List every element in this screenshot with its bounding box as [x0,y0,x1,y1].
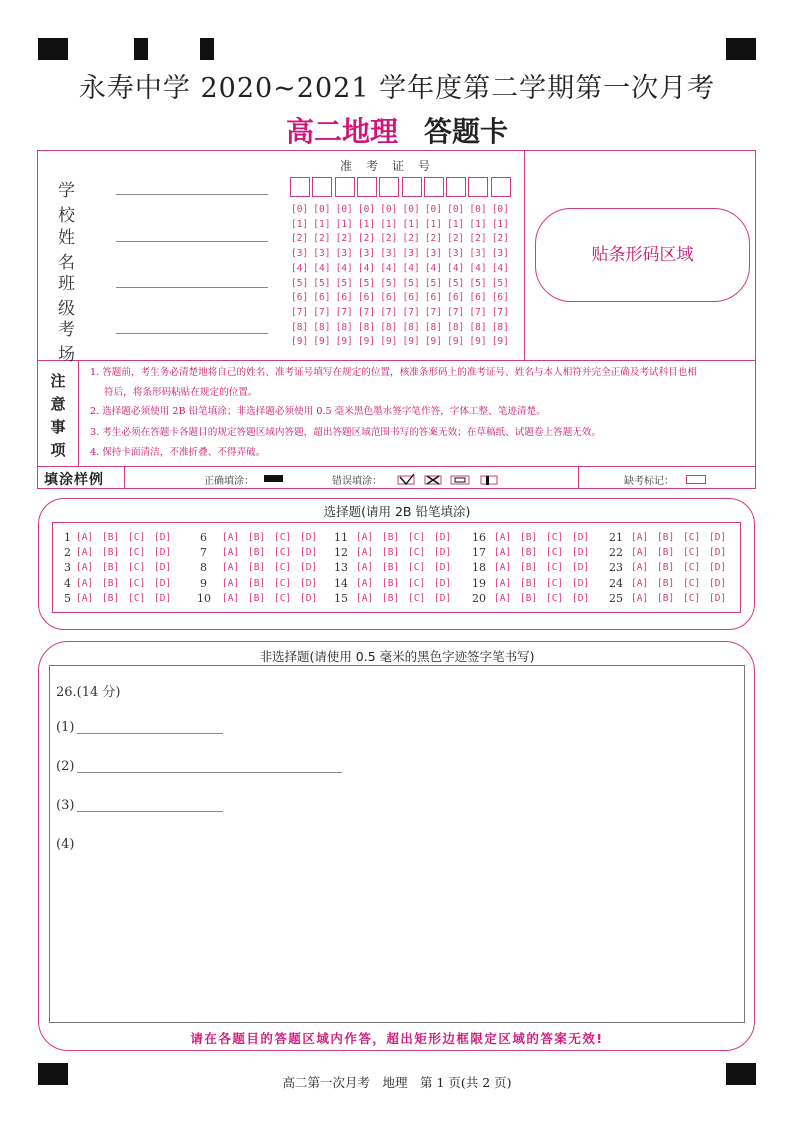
exam-id-bubble[interactable]: [6] [335,292,353,304]
choice-bubble[interactable]: [A] [494,577,512,589]
choice-bubble[interactable]: [D] [300,547,318,559]
exam-id-cell[interactable] [424,177,444,197]
exam-id-bubble[interactable]: [0] [402,204,420,215]
part-4-label: (4) [56,837,75,852]
barcode-area: 贴条形码区域 [535,208,750,302]
part-3-line[interactable] [77,811,223,812]
divider [37,360,756,361]
choice-bubble[interactable]: [A] [222,592,240,604]
exam-id-bubble[interactable]: [0] [424,204,442,215]
subject-title: 高二地理 [285,115,398,148]
exam-id-bubble[interactable]: [2] [469,233,487,245]
choice-bubble[interactable]: [B] [657,532,675,543]
exam-id-cell[interactable] [402,177,422,197]
exam-id-bubble[interactable]: [0] [491,204,509,215]
exam-id-bubble[interactable]: [0] [469,204,487,215]
choice-bubble[interactable]: [A] [494,592,512,604]
choice-bubble[interactable]: [C] [546,592,564,604]
registration-mark [134,38,148,60]
exam-id-bubble[interactable]: [1] [469,218,487,230]
card-title [0,110,794,150]
exam-id-bubble[interactable]: [8] [335,321,353,333]
field-room[interactable]: 考场 [58,315,114,365]
answer-card-label: 答题卡 [424,115,509,148]
choice-bubble[interactable]: [B] [382,592,400,604]
choice-bubble[interactable]: [B] [102,547,120,559]
choice-bubble[interactable]: [A] [356,547,374,559]
choice-bubble[interactable]: [A] [631,532,649,543]
choice-bubble[interactable]: [C] [128,532,146,543]
exam-id-bubble[interactable]: [7] [491,306,509,318]
exam-id-bubble[interactable]: [8] [380,321,398,333]
choice-bubble[interactable]: [A] [631,592,649,604]
exam-id-bubble[interactable]: [9] [335,336,353,348]
exam-id-bubble[interactable]: [5] [424,277,442,289]
choice-bubble[interactable]: [D] [154,592,172,604]
exam-id-bubble[interactable]: [7] [335,306,353,318]
field-name[interactable]: 姓名 [58,223,114,273]
exam-id-bubble[interactable]: [0] [357,204,376,215]
exam-id-bubble[interactable]: [8] [447,321,465,333]
choice-title: 选择题(请用 2B 铅笔填涂) [323,504,471,519]
exam-id-bubble[interactable]: [3] [357,248,376,260]
exam-id-bubble[interactable]: [2] [380,233,398,245]
choice-number: 19 [472,576,486,590]
notes-label: 注 [50,372,66,390]
exam-id-bubble[interactable]: [0] [313,204,331,215]
choice-bubble[interactable]: [D] [709,562,727,574]
choice-number: 3 [64,561,71,575]
choice-bubble[interactable]: [A] [222,547,240,559]
exam-id-bubble[interactable]: [3] [469,248,487,260]
exam-id-bubble[interactable]: [5] [402,277,420,289]
note-item: 符后，将条形码粘贴在规定的位置。 [104,387,258,398]
choice-bubble[interactable]: [D] [300,532,318,543]
exam-title: 永寿中学 2020~2021 学年度第二学期第一次月考 [78,73,716,104]
choice-bubble[interactable]: [C] [683,592,701,604]
choice-bubble[interactable]: [D] [154,547,172,559]
exam-id-bubble[interactable]: [8] [469,321,487,333]
choice-number: 8 [200,561,207,575]
note-item: 1. 答题前，考生务必清楚地将自己的姓名、准考证号填写在规定的位置，核准条形码上的准考证号、姓名与本人相符并完全正确及考试科目也相 [90,367,698,378]
exam-id-bubble[interactable]: [3] [380,248,398,260]
choice-number: 23 [609,561,623,575]
choice-bubble[interactable]: [A] [76,532,94,543]
choice-bubble[interactable]: [C] [408,547,426,559]
choice-bubble[interactable]: [D] [434,592,452,604]
exam-id-bubble[interactable]: [2] [357,233,376,245]
choice-bubble[interactable]: [D] [154,532,172,543]
choice-bubble[interactable]: [B] [248,547,266,559]
exam-id-bubble[interactable]: [3] [447,248,465,260]
choice-bubble[interactable]: [B] [657,577,675,589]
choice-bubble[interactable]: [D] [434,532,452,543]
exam-id-cell[interactable] [312,177,332,197]
choice-bubble[interactable]: [D] [709,577,727,589]
exam-id-bubble[interactable]: [5] [491,277,509,289]
choice-bubble[interactable]: [C] [546,532,564,543]
choice-bubble[interactable]: [D] [709,547,727,559]
exam-id-bubble[interactable]: [5] [380,277,398,289]
exam-id-bubble[interactable]: [1] [380,218,398,230]
exam-id-bubble[interactable]: [2] [291,233,309,245]
choice-bubble[interactable]: [C] [546,547,564,559]
choice-bubble[interactable]: [C] [683,547,701,559]
exam-id-bubble[interactable]: [1] [357,218,376,230]
exam-id-bubble[interactable]: [9] [291,336,309,348]
exam-id-cell[interactable] [335,177,355,197]
choice-bubble[interactable]: [B] [248,577,266,589]
exam-id-bubble[interactable]: [0] [380,204,398,215]
exam-id-bubble[interactable]: [1] [313,218,331,230]
exam-id-bubble[interactable]: [7] [380,306,398,318]
exam-id-bubble[interactable]: [7] [402,306,420,318]
divider [578,466,579,489]
exam-id-bubble[interactable]: [5] [335,277,353,289]
correct-fill-label: 正确填涂： [204,476,254,487]
exam-id-cell[interactable] [290,177,310,197]
choice-bubble[interactable]: [A] [222,532,240,543]
choice-bubble[interactable]: [C] [408,562,426,574]
exam-id-bubble[interactable]: [7] [424,306,442,318]
choice-bubble[interactable]: [B] [382,577,400,589]
exam-id-bubble[interactable]: [1] [491,218,509,230]
exam-id-bubble[interactable]: [4] [402,262,420,274]
choice-bubble[interactable]: [A] [76,577,94,589]
choice-bubble[interactable]: [C] [683,562,701,574]
choice-number: 12 [334,546,348,560]
boundary-warning: 请在各题目的答题区域内作答，超出矩形边框限定区域的答案无效! [190,1031,604,1046]
choice-bubble[interactable]: [D] [154,562,172,574]
choice-bubble[interactable]: [D] [709,592,727,604]
choice-bubble[interactable]: [B] [382,532,400,543]
wrong-fill-samples [397,472,507,491]
exam-id-bubble[interactable]: [4] [469,262,487,274]
notes-label: 意 [50,395,66,413]
choice-number: 11 [334,531,348,544]
choice-number: 6 [200,531,207,544]
choice-bubble[interactable]: [D] [709,532,727,543]
exam-id-bubble[interactable]: [9] [380,336,398,348]
choice-bubble[interactable]: [A] [356,562,374,574]
exam-id-bubble[interactable]: [4] [491,262,509,274]
choice-bubble[interactable]: [B] [657,547,675,559]
choice-bubble[interactable]: [D] [300,562,318,574]
choice-bubble[interactable]: [A] [631,547,649,559]
field-class[interactable]: 班级 [58,269,114,319]
choice-bubble[interactable]: [C] [128,562,146,574]
exam-id-bubble[interactable]: [4] [313,262,331,274]
exam-id-bubble[interactable]: [3] [424,248,442,260]
note-item: 4. 保持卡面清洁，不准折叠、不得弄破。 [90,447,266,458]
exam-id-bubble[interactable]: [7] [313,306,331,318]
exam-id-bubble[interactable]: [8] [402,321,420,333]
exam-id-bubble[interactable]: [3] [402,248,420,260]
exam-id-bubble[interactable]: [0] [291,204,309,215]
choice-bubble[interactable]: [B] [248,532,266,543]
exam-id-bubble[interactable]: [4] [357,262,376,274]
exam-id-bubble[interactable]: [9] [447,336,465,348]
choice-number: 17 [472,546,486,560]
exam-id-bubble[interactable]: [5] [291,277,309,289]
choice-bubble[interactable]: [D] [154,577,172,589]
choice-bubble[interactable]: [B] [248,592,266,604]
choice-bubble[interactable]: [B] [520,532,538,543]
fill-example-label: 填涂样例 [44,472,104,488]
notes-label: 事 [50,418,66,436]
choice-bubble[interactable]: [B] [657,562,675,574]
exam-id-bubble[interactable]: [2] [335,233,353,245]
choice-bubble[interactable]: [C] [274,577,292,589]
choice-bubble[interactable]: [A] [76,592,94,604]
notes-label: 项 [50,441,66,459]
correct-fill-sample [264,475,283,482]
exam-id-bubble[interactable]: [6] [402,292,420,304]
exam-id-bubble[interactable]: [1] [335,218,353,230]
choice-bubble[interactable]: [B] [248,562,266,574]
exam-id-bubble[interactable]: [8] [357,321,376,333]
divider [37,466,756,467]
part-2-label: (2) [56,759,75,774]
exam-id-bubble[interactable]: [9] [357,336,376,348]
exam-id-bubble[interactable]: [5] [469,277,487,289]
exam-id-cell[interactable] [379,177,399,197]
exam-id-bubble[interactable]: [8] [313,321,331,333]
exam-id-bubble[interactable]: [7] [447,306,465,318]
choice-bubble[interactable]: [A] [76,562,94,574]
exam-id-bubble[interactable]: [6] [380,292,398,304]
exam-id-bubble[interactable]: [4] [335,262,353,274]
exam-id-bubble[interactable]: [3] [491,248,509,260]
exam-id-bubble[interactable]: [6] [357,292,376,304]
choice-bubble[interactable]: [D] [572,547,590,559]
choice-number: 20 [472,591,486,605]
choice-number: 25 [609,591,623,605]
choice-bubble[interactable]: [B] [382,547,400,559]
choice-bubble[interactable]: [C] [274,562,292,574]
choice-number: 10 [197,591,211,605]
exam-id-bubble[interactable]: [1] [447,218,465,230]
exam-id-bubble[interactable]: [3] [335,248,353,260]
choice-number: 16 [472,531,486,544]
choice-number: 14 [334,576,348,590]
choice-bubble[interactable]: [A] [631,562,649,574]
wrong-fill-label: 错误填涂： [332,476,382,487]
choice-bubble[interactable]: [B] [520,592,538,604]
choice-bubble[interactable]: [C] [128,547,146,559]
choice-number: 15 [334,591,348,605]
exam-id-bubble[interactable]: [8] [491,321,509,333]
registration-mark [38,38,68,60]
choice-bubble[interactable]: [D] [300,592,318,604]
choice-bubble[interactable]: [A] [631,577,649,589]
page-footer: 高二第一次月考 地理 第 1 页(共 2 页) [282,1075,512,1090]
exam-id-bubble[interactable]: [4] [291,262,309,274]
exam-id-bubble[interactable]: [2] [402,233,420,245]
exam-id-bubble[interactable]: [9] [402,336,420,348]
registration-mark [200,38,214,60]
exam-id-bubble[interactable]: [0] [447,204,465,215]
choice-bubble[interactable]: [C] [683,577,701,589]
choice-number: 18 [472,561,486,575]
absent-mark-label: 缺考标记： [624,476,674,487]
field-school[interactable]: 学校 [58,176,114,226]
exam-id-cell[interactable] [468,177,488,197]
choice-bubble[interactable]: [C] [274,592,292,604]
absent-mark-box[interactable] [686,475,706,484]
exam-id-bubble[interactable]: [9] [469,336,487,348]
exam-id-bubble[interactable]: [3] [313,248,331,260]
exam-id-cell[interactable] [357,177,377,197]
choice-bubble[interactable]: [A] [356,577,374,589]
choice-bubble[interactable]: [A] [222,577,240,589]
exam-id-bubble[interactable]: [8] [424,321,442,333]
exam-id-bubble[interactable]: [7] [357,306,376,318]
choice-number: 9 [200,576,207,590]
choice-number: 2 [64,546,71,560]
exam-id-bubble[interactable]: [6] [491,292,509,304]
exam-id-bubble[interactable]: [3] [291,248,309,260]
exam-id-cell[interactable] [491,177,511,197]
answer-area[interactable] [49,665,745,1023]
choice-number: 24 [609,576,623,590]
choice-bubble[interactable]: [B] [102,592,120,604]
exam-id-bubble[interactable]: [7] [291,306,309,318]
exam-id-bubble[interactable]: [4] [447,262,465,274]
choice-number: 13 [334,561,348,575]
choice-bubble[interactable]: [C] [408,532,426,543]
choice-number: 22 [609,546,623,560]
exam-id-bubble[interactable]: [7] [469,306,487,318]
question-26: 26.(14 分) [56,685,121,700]
exam-id-bubble[interactable]: [0] [335,204,353,215]
note-item: 3. 考生必须在答题卡各题目的规定答题区域内答题，超出答题区域范围书写的答案无效；在草稿纸、试题卷上答题无效。 [90,427,602,438]
registration-mark [726,38,756,60]
exam-id-bubble[interactable]: [2] [447,233,465,245]
choice-bubble[interactable]: [B] [520,562,538,574]
choice-bubble[interactable]: [D] [572,577,590,589]
note-item: 2. 选择题必须使用 2B 铅笔填涂；非选择题必须使用 0.5 毫米黑色墨水签字笔作答，字体工整、笔迹清楚。 [90,406,546,417]
part-1-label: (1) [56,720,75,735]
exam-id-bubble[interactable]: [2] [313,233,331,245]
choice-bubble[interactable]: [D] [300,577,318,589]
choice-bubble[interactable]: [A] [76,547,94,559]
exam-id-bubble[interactable]: [8] [291,321,309,333]
exam-id-bubble[interactable]: [1] [402,218,420,230]
exam-id-bubble[interactable]: [9] [424,336,442,348]
choice-bubble[interactable]: [B] [102,577,120,589]
divider [124,466,125,489]
choice-bubble[interactable]: [D] [434,547,452,559]
choice-bubble[interactable]: [C] [274,532,292,543]
nonchoice-title: 非选择题(请使用 0.5 毫米的黑色字迹签字笔书写) [259,649,535,664]
exam-id-bubble[interactable]: [2] [491,233,509,245]
exam-id-bubble[interactable]: [1] [424,218,442,230]
exam-id-bubble[interactable]: [6] [313,292,331,304]
choice-bubble[interactable]: [B] [102,532,120,543]
choice-bubble[interactable]: [B] [657,592,675,604]
divider [78,360,79,466]
choice-bubble[interactable]: [B] [102,562,120,574]
choice-bubble[interactable]: [A] [494,547,512,559]
choice-bubble[interactable]: [C] [408,577,426,589]
exam-id-bubble[interactable]: [6] [469,292,487,304]
exam-id-bubble[interactable]: [5] [357,277,376,289]
part-2-line[interactable] [77,772,342,773]
part-1-line[interactable] [77,733,223,734]
choice-bubble[interactable]: [A] [222,562,240,574]
divider [524,150,525,360]
choice-number: 1 [64,531,71,544]
choice-bubble[interactable]: [D] [434,562,452,574]
choice-bubble[interactable]: [C] [408,592,426,604]
choice-bubble[interactable]: [B] [520,547,538,559]
choice-bubble[interactable]: [A] [356,592,374,604]
choice-bubble[interactable]: [B] [520,577,538,589]
choice-bubble[interactable]: [D] [434,577,452,589]
exam-id-bubble[interactable]: [6] [291,292,309,304]
choice-bubble[interactable]: [C] [546,577,564,589]
choice-bubble[interactable]: [C] [128,577,146,589]
choice-bubble[interactable]: [D] [572,592,590,604]
choice-bubble[interactable]: [C] [274,547,292,559]
choice-bubble[interactable]: [D] [572,562,590,574]
exam-id-bubble[interactable]: [4] [424,262,442,274]
choice-number: 7 [200,546,207,560]
exam-id-bubble[interactable]: [6] [424,292,442,304]
choice-number: 21 [609,531,623,544]
choice-bubble[interactable]: [D] [572,532,590,543]
part-3-label: (3) [56,798,75,813]
exam-id-bubble[interactable]: [1] [291,218,309,230]
exam-id-bubble[interactable]: [5] [447,277,465,289]
exam-id-title: 准考证号 [340,159,445,173]
exam-id-bubble[interactable]: [5] [313,277,331,289]
exam-id-bubble[interactable]: [2] [424,233,442,245]
choice-number: 5 [64,591,71,605]
choice-bubble[interactable]: [A] [494,562,512,574]
choice-bubble[interactable]: [B] [382,562,400,574]
choice-number: 4 [64,576,71,590]
exam-id-bubble[interactable]: [4] [380,262,398,274]
exam-id-cell[interactable] [446,177,466,197]
exam-id-bubble[interactable]: [9] [313,336,331,348]
choice-bubble[interactable]: [C] [683,532,701,543]
choice-bubble[interactable]: [A] [494,532,512,543]
exam-id-bubble[interactable]: [6] [447,292,465,304]
choice-bubble[interactable]: [C] [546,562,564,574]
choice-bubble[interactable]: [A] [356,532,374,543]
exam-id-bubble[interactable]: [9] [491,336,509,348]
choice-bubble[interactable]: [C] [128,592,146,604]
